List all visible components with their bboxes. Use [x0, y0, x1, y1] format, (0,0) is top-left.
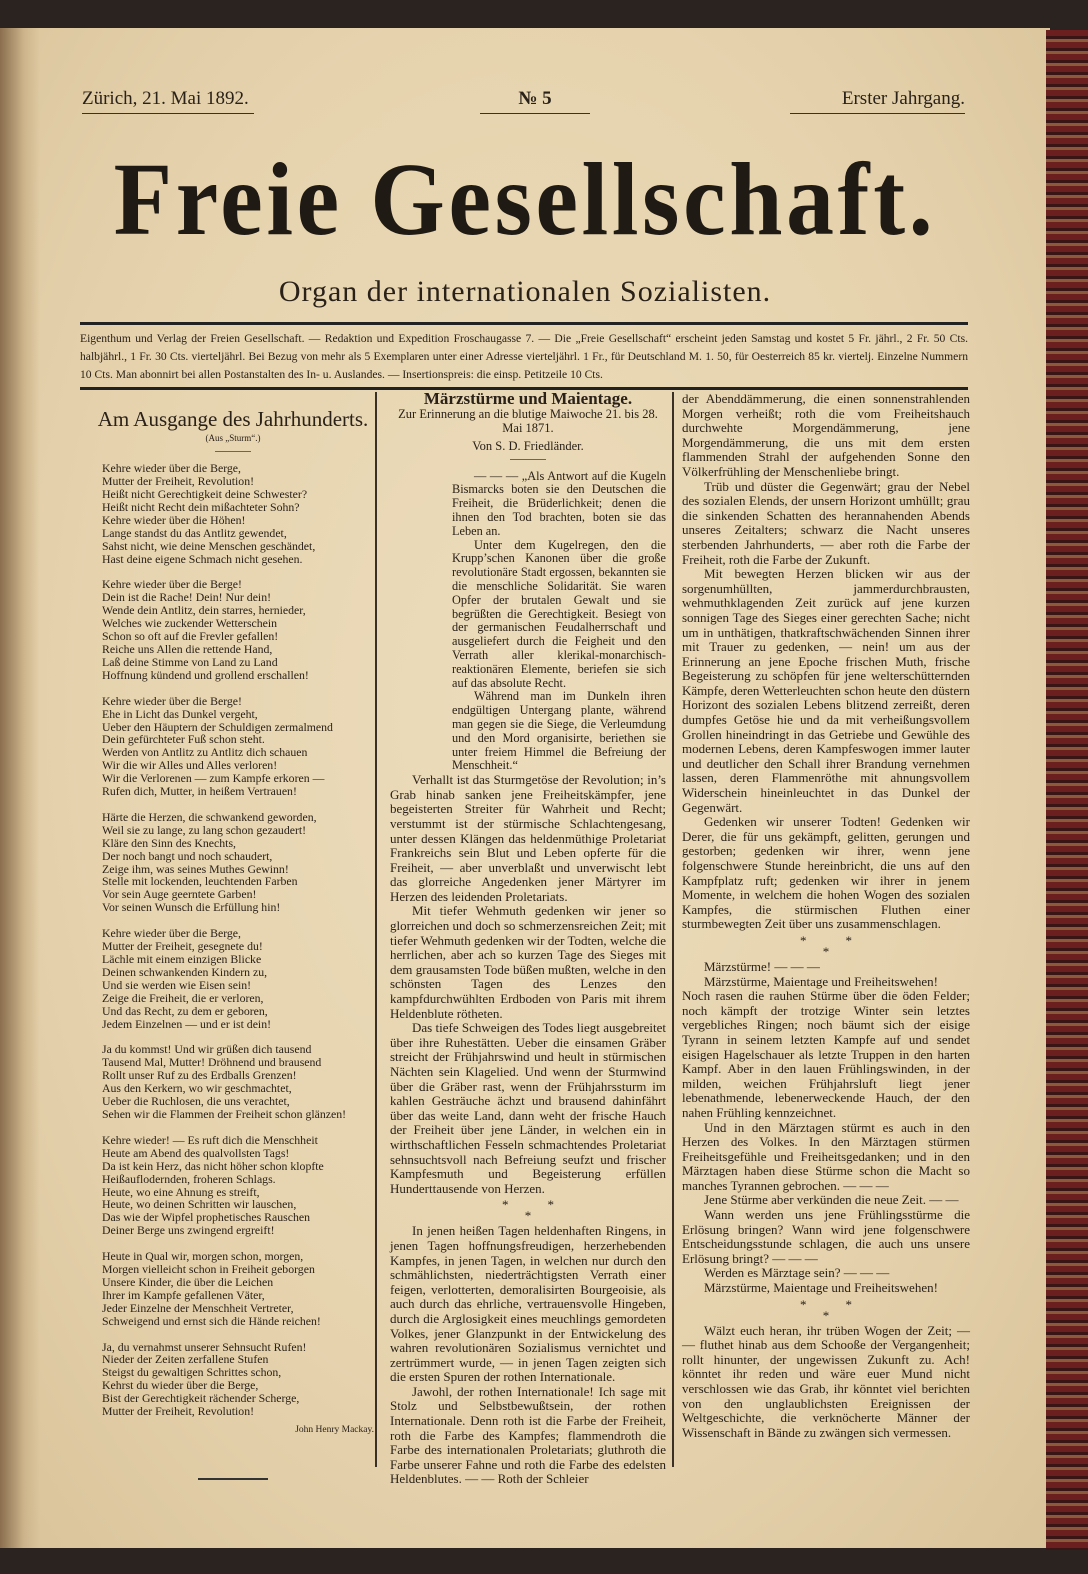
poem-line: Nieder der Zeiten zerfallene Stufen: [102, 1352, 269, 1367]
poem-line: Unsere Kinder, die über die Leichen: [102, 1274, 274, 1289]
poem-line: Heute am Abend des qualvollsten Tags!: [102, 1145, 290, 1160]
poem-line: Der noch bangt und noch schaudert,: [102, 848, 273, 863]
poem-line: Jeder Einzelne der Menschheit Vertreter,: [102, 1300, 294, 1315]
poem-line: Vor sein Auge geerntete Garben!: [102, 887, 257, 902]
poem-line: Zeige die Freiheit, die er verloren,: [102, 990, 264, 1005]
article-paragraph: In jenen heißen Tagen heldenhaften Ringens, in jenen Tagen hoffnungsfreudigen, herzerhebenden Kampfes, in jenen Tagen, in welchen nur durch den schmählichsten, niederträchtigsten Verrath einer feigen, verlotterten, demoralisirten Bourgeoisie, als auch durch das ehrliche, vertrauensvolle Hingeben, durch die Arglosigkeit eines meuchlings gemordeten Volkes, jener Glanzpunkt in der Entwickelung des wahren revolutionären Sozialismus vernichtet und zertrümmert wurde, — in jenen Tagen zeigten sich die ersten Spuren der rothen Internationale.: [390, 1223, 666, 1385]
poem-stanza: [102, 578, 374, 681]
article-paragraph: Mit bewegten Herzen blicken wir aus der sorgenumhüllten, jammerdurchbrausten, wehmuthklagenden Zeit zurück auf jene kurzen sonnigen Tage des Sieges einer gerechten Sache; nicht um in unthätigen, thatkraftschwächenden Sinnen ihrer mit Trauer zu gedenken, — nein! um aus der Erinnerung an jene Epoche frischen Muth, frische Begeisterung zu schöpfen für jene welterschütternden Kämpfe, deren Wetterleuchten schon heute den düstern Horizont des sozialen Lebens blitzend zerreißt, deren dumpfes Getöse hie und da mit verheißungsvollem Grollen hineindringt in das Getriebe und Gewühle des modernen Lebens, deren Kampfeswogen immer lauter und deutlicher den Schall ihrer Brandung vernehmen lassen, deren Flammenröthe mit ahnungsvollem Widerschein hineinleuchtet in das Dunkel der Gegenwärt.: [682, 566, 970, 815]
imprint-notice: Eigenthum und Verlag der Freien Gesellschaft. — Redaktion und Expedition Froschaugasse 7. — Die „Freie Gesellschaft“ erscheint jeden Samstag und kostet 5 Fr. jährl., 2 Fr. 50 Cts. halbjährl., 1 Fr. 30 Cts. vierteljährl. Bei Bezug von mehr als 5 Exemplaren unter einer Adresse vierteljährl. 1 Fr., für Deutschland M. 1. 50, für Oesterreich 85 kr. viertelj. Einzelne Nummern 10 Cts. Man abonnirt bei allen Postanstalten des In- u. Auslandes. — Insertionspreis: die einsp. Petitzeile 10 Cts.: [80, 322, 968, 390]
column-divider: [375, 392, 377, 1467]
poem-line: Aus den Kerkern, wo wir geschmachtet,: [102, 1081, 292, 1096]
poem-line: Steigst du gewaltigen Schrittes schon,: [102, 1365, 282, 1380]
poem-line: Wir die Verlorenen — zum Kampfe erkoren —: [102, 771, 325, 786]
article-paragraph: Jene Stürme aber verkünden die neue Zeit. — —: [704, 1192, 959, 1208]
article-paragraph: Noch rasen die rauhen Stürme über die öden Felder; noch kämpft der trotzige Winter sein letztes vergebliches Ringen; noch bäumt sich der eisige Tyrann in seinem letzten Kampfe auf und sendet eisigen Hagelschauer als letzte Truppen in den harten Kampf. Aber in den lauen Frühlingswinden, in der milden, weichen Frühjahrsluft liegt jener lebenathmende, lebenerweckende Hauch, der den nahen Frühling kennzeichnet.: [682, 988, 970, 1120]
poem-line: Das wie der Wipfel prophetisches Rauschen: [102, 1210, 310, 1225]
poem-line: Heißt nicht Gerechtigkeit deine Schwester?: [102, 487, 308, 501]
poem-line: Sahst nicht, wie deine Menschen geschändet,: [102, 538, 316, 553]
poem-stanza: [102, 1043, 374, 1120]
poem-line: Lächle mit einem einzigen Blicke: [102, 952, 262, 966]
poem-line: Morgen vielleicht schon in Freiheit geborgen: [102, 1262, 315, 1277]
article-epigraph: [452, 470, 666, 774]
epigraph-paragraph: — — — „Als Antwort auf die Kugeln Bismarcks boten sie den Deutschen die Freiheit, die Brüderlichkeit; denen die ihnen den Tod brachten, boten sie das Leben an.: [452, 468, 666, 538]
article-paragraph: Das tiefe Schweigen des Todes liegt ausgebreitet über ihre Ruhestätten. Ueber die einsamen Gräber streicht der Frühjahrswind und heult in stürmischen Nächten sein Klagelied. Und wenn der Sturmwind über die Gräber rast, wenn der Frühjahrssturm im kahlen Gesträuche ächzt und brausend dahinfährt über das weite Land, dann weht der frische Hauch der Freiheit über jene Länder, in welchen ein in wirthschaftlichen Fesseln schmachtendes Proletariat sehnsuchtsvoll nach Befreiung seufzt und frischer Kampfesmuth und Begeisterung erfüllen Hunderttausende von Herzen.: [390, 1020, 666, 1196]
poem-author: John Henry Mackay.: [295, 1425, 374, 1435]
poem-body: [92, 462, 374, 1418]
poem-line: Vor seinen Wunsch die Erfüllung hin!: [102, 900, 281, 915]
asterisk-row: *: [524, 1208, 532, 1224]
poem-line: Zeige ihm, was seines Muthes Gewinn!: [102, 861, 289, 876]
poem-line: Stelle mit lockenden, leuchtenden Farben: [102, 874, 298, 889]
article-paragraph: Verhallt ist das Sturmgetöse der Revolution; in’s Grab hinab sanken jene Freiheitskämpfer, jene begeisterten Streiter für Wahrheit und Recht; verstummt ist der stürmische Schlachtengesang, unter dessen Klängen das heldenmüthige Proletariat Frankreichs sein Blut und Leben opferte für die Freiheit, — aber unverblaßt und unverwischt lebt das glorreiche Angedenken jener Märtyrer im Herzen des leidenden Proletariats.: [390, 772, 666, 904]
asterisk-row: * *: [502, 1197, 554, 1213]
asterisk-row: * *: [800, 932, 852, 948]
epigraph-paragraph: Während man im Dunkeln ihren endgültigen Untergang plante, während man gegen sie die Siege, die Verleumdung und den Mord organisirte, beriethen sie unter freiem Himmel die Befreiung der Menschheit.“: [452, 689, 666, 773]
end-rule: [198, 1478, 268, 1480]
poem-line: Jedem Einzelnen — und er ist dein!: [102, 1016, 272, 1031]
poem-line: Heute, wo deinen Schritten wir lauschen,: [102, 1197, 297, 1212]
poem-stanza: [102, 927, 374, 1030]
poem-line: Welches wie zuckender Wetterschein: [102, 616, 278, 631]
poem-line: Härte die Herzen, die schwankend geworden,: [102, 809, 317, 824]
poem-line: Reiche uns Allen die rettende Hand,: [102, 641, 273, 656]
poem-line: Kehre wieder über die Höhen!: [102, 512, 246, 527]
poem-stanza: [102, 462, 374, 565]
section-separator: [682, 1296, 970, 1323]
poem-title: Am Ausgange des Jahrhunderts.: [97, 407, 369, 431]
poem-line: Hoffnung kündend und grollend erschallen!: [102, 667, 309, 682]
asterisk-row: *: [822, 943, 830, 959]
poem-line: Mutter der Freiheit, gesegnete du!: [102, 939, 263, 954]
poem-line: Heißauflodernden, froheren Schlags.: [102, 1171, 276, 1186]
article-paragraph: Und in den Märztagen stürmt es auch in den Herzen des Volkes. In den Märztagen stürmen Freiheitsgefühle und Freiheitsgedanken; und in den Märztagen haben diese Stürme schon die Macht so manches Tyrannen gebrochen. — — —: [682, 1119, 970, 1193]
ornament-divider: [215, 451, 251, 452]
masthead-title: Freie Gesellschaft.: [113, 142, 937, 257]
poem-stanza: [102, 1134, 374, 1237]
article-byline: Von S. D. Friedländer.: [472, 438, 584, 453]
article-paragraph: Werden es Märztage sein? — — —: [704, 1265, 890, 1281]
poem-line: Ihrer im Kampfe gefallenen Väter,: [102, 1287, 265, 1302]
poem-line: Heute in Qual wir, morgen schon, morgen,: [102, 1249, 304, 1264]
poem-line: Schweigend und ernst sich die Hände reichen!: [102, 1313, 321, 1328]
article-paragraph: Märzstürme, Maientage und Freiheitswehen!: [704, 973, 938, 989]
poem-line: Kehre wieder über die Berge!: [102, 693, 242, 708]
ornament-divider: [510, 459, 546, 460]
poem-line: Und sie werden wie Eisen sein!: [102, 977, 252, 992]
poem-column: [92, 392, 374, 1480]
epigraph-paragraph: Unter dem Kugelregen, den die Krupp’schen Kanonen über die große revolutionäre Stadt ergossen, bekannten sie die menschliche Solidarität. Sie waren Opfer der brutalen Gewalt und sie begrüßten die Gerechtigkeit. Besiegt von der germanischen Feudalherrschaft und ausgeliefert durch die Feigheit und den Verrath aller klerikal-monarchisch-reaktionären Elemente, beriefen sie sich auf das absolute Recht.: [452, 537, 666, 690]
poem-line: Ueber die Ruchlosen, die uns verachtet,: [102, 1094, 290, 1109]
poem-line: Kehre wieder über die Berge,: [102, 926, 241, 941]
poem-stanza: [102, 1250, 374, 1327]
article-body-continued: [682, 392, 970, 1440]
poem-line: Wende dein Antlitz, dein starres, hernieder,: [102, 603, 306, 618]
issue-date: Zürich, 21. Mai 1892.: [82, 88, 254, 114]
article-paragraph: Märzstürme, Maientage und Freiheitswehen!: [704, 1280, 938, 1296]
poem-line: Schon so oft auf die Frevler gefallen!: [102, 629, 279, 644]
poem-line: Ehe in Licht das Dunkel vergeht,: [102, 706, 258, 721]
poem-source: (Aus „Sturm“.): [205, 432, 261, 443]
poem-line: Sehen wir die Flammen der Freiheit schon glänzen!: [102, 1106, 347, 1121]
issue-number: № 5: [480, 88, 590, 114]
asterisk-row: *: [822, 1307, 830, 1323]
poem-line: Ueber den Häuptern der Schuldigen zermalmend: [102, 719, 333, 734]
book-binding: [1046, 30, 1088, 1550]
poem-line: Rollt unser Ruf zu des Erdballs Grenzen!: [102, 1068, 297, 1083]
poem-line: Werden von Antlitz zu Antlitz dich schauen: [102, 745, 308, 760]
poem-line: Deiner Berge uns zwingend ergreift!: [102, 1223, 275, 1238]
poem-line: Heißt nicht Recht dein mißachteter Sohn?: [102, 499, 300, 514]
poem-line: Rufen dich, Mutter, in heißem Vertrauen!: [102, 784, 297, 799]
article-paragraph: Märzstürme! — — —: [704, 958, 820, 974]
poem-line: Hast deine eigene Schmach nicht gesehen.: [102, 551, 303, 566]
poem-line: Und das Recht, zu dem er geboren,: [102, 1003, 268, 1018]
masthead-subtitle: Organ der internationalen Sozialisten.: [278, 275, 772, 308]
poem-line: Heute, wo eine Ahnung es streift,: [102, 1184, 260, 1199]
poem-line: Laß deine Stimme von Land zu Land: [102, 654, 278, 669]
poem-line: Kläre den Sinn des Knechts,: [102, 835, 236, 850]
page-edge-shadow: [0, 28, 40, 1548]
article-column-2: [682, 392, 970, 1440]
poem-line: Weil sie zu lange, zu lang schon gezaudert!: [102, 822, 307, 837]
poem-line: Kehre wieder über die Berge!: [102, 577, 242, 592]
column-divider: [672, 392, 674, 1467]
poem-line: Ja du kommst! Und wir grüßen dich tausend: [102, 1042, 312, 1057]
poem-line: Mutter der Freiheit, Revolution!: [102, 474, 255, 489]
asterisk-row: * *: [800, 1296, 852, 1312]
poem-line: Kehre wieder! — Es ruft dich die Menschheit: [102, 1132, 318, 1147]
poem-line: Dein gefürchteter Fuß schon steht.: [102, 732, 265, 747]
poem-line: Mutter der Freiheit, Revolution!: [102, 1404, 255, 1419]
poem-line: Tausend Mal, Mutter! Dröhnend und brausend: [102, 1055, 322, 1070]
poem-line: Ja, du vernahmst unserer Sehnsucht Rufen!: [102, 1339, 307, 1354]
article-paragraph: Jawohl, der rothen Internationale! Ich sage mit Stolz und Selbstbewußtsein, der rothen Internationale. Denn roth ist die Farbe der Freiheit, roth die Farbe des Kampfes; flammendroth die Farbe des internationalen Proletariats; gluthroth die Farbe unserer Fahne und roth die Farbe des edelsten Heldenblutes. — — Roth der Schleier: [390, 1383, 666, 1487]
section-separator: [682, 932, 970, 959]
poem-line: Bist der Gerechtigkeit rächender Scherge,: [102, 1391, 300, 1406]
article-paragraph: der Abenddämmerung, die einen sonnenstrahlenden Morgen verheißt; roth die vom Freiheitshauch durchwehte Morgendämmerung, jene Morgendämmerung, die uns mit dem ersten flammenden Strahl der aufgehenden Sonne den Völkerfrühling der Menschenliebe bringt.: [682, 391, 970, 479]
poem-line: Wir die wir Alles und Alles verloren!: [102, 758, 278, 773]
poem-stanza: [102, 695, 374, 798]
poem-line: Kehre wieder über die Berge,: [102, 461, 241, 476]
article-body: [390, 773, 666, 1487]
section-separator: [390, 1197, 666, 1224]
poem-line: Dein ist die Rache! Dein! Nur dein!: [102, 590, 272, 605]
poem-line: Kehrst du wieder über die Berge,: [102, 1378, 259, 1393]
article-subtitle: Zur Erinnerung an die blutige Maiwoche 21. bis 28. Mai 1871.: [398, 406, 658, 435]
volume-year: Erster Jahrgang.: [790, 88, 965, 114]
article-paragraph: Mit tiefer Wehmuth gedenken wir jener so glorreichen und doch so schmerzensreichen Zeit; mit tiefer Wehmuth gedenken wir der Todten, welche die herrlichen, aber ach so kurzen Tage des Sieges mit dem grausamsten Tode büßen mußten, welche in den schönsten Tagen des Lenzes den kampfdurchwühlten Erdboden von Paris mit ihrem Heldenblute rötheten.: [390, 903, 666, 1021]
article-title: Märzstürme und Maientage.: [423, 389, 633, 408]
article-paragraph: Trüb und düster die Gegenwärt; grau der Nebel des sozialen Elends, der unsern Horizont umhüllt; grau die sinkenden Schatten des herannahenden Abends unseres Zeitalters; schwarz die Nacht unseres sterbenden Jahrhunderts, — aber roth die Farbe der Freiheit, roth die Farbe der Zukunft.: [682, 478, 970, 567]
poem-stanza: [102, 1341, 374, 1418]
article-paragraph: Wälzt euch heran, ihr trüben Wogen der Zeit; — — fluthet hinab aus dem Schooße der Vergangenheit; rollt hinunter, der ungewissen Zukunft zu. Ach! könntet ihr reden und wäre euer Mund nicht verschlossen wie das Grab, ihr könntet viel berichten von den unglaublichsten Ereignissen der Weltgeschichte, die verknöcherte Männer der Wissenschaft in Bände zu zwängen sich vermessen.: [682, 1322, 970, 1440]
poem-line: Da ist kein Herz, das nicht höher schon klopfte: [102, 1158, 324, 1173]
article-column-1: [390, 389, 666, 1487]
article-paragraph: Wann werden uns jene Frühlingsstürme die Erlösung bringen? Wann wird jene folgenschwere Entscheidungsstunde schlagen, die auch uns unsere Erlösung bringt? — — —: [682, 1207, 970, 1266]
poem-line: Lange standst du das Antlitz gewendet,: [102, 525, 287, 540]
article-paragraph: Gedenken wir unserer Todten! Gedenken wir Derer, die für uns gekämpft, gelitten, gerungen und gestorben; gedenken wir ihrer, wenn jene folgenschwere Stunde hereinbricht, die uns auf den Kampfplatz ruft; gedenken wir ihrer in jenem Momente, in welchem die hohen Wogen des sozialen Kampfes, die stürmischen Fluthen einer sturmbewegten Zeit über uns zusammenschlagen.: [682, 814, 970, 932]
poem-stanza: [102, 811, 374, 914]
poem-line: Deinen schwankenden Kindern zu,: [102, 964, 268, 979]
